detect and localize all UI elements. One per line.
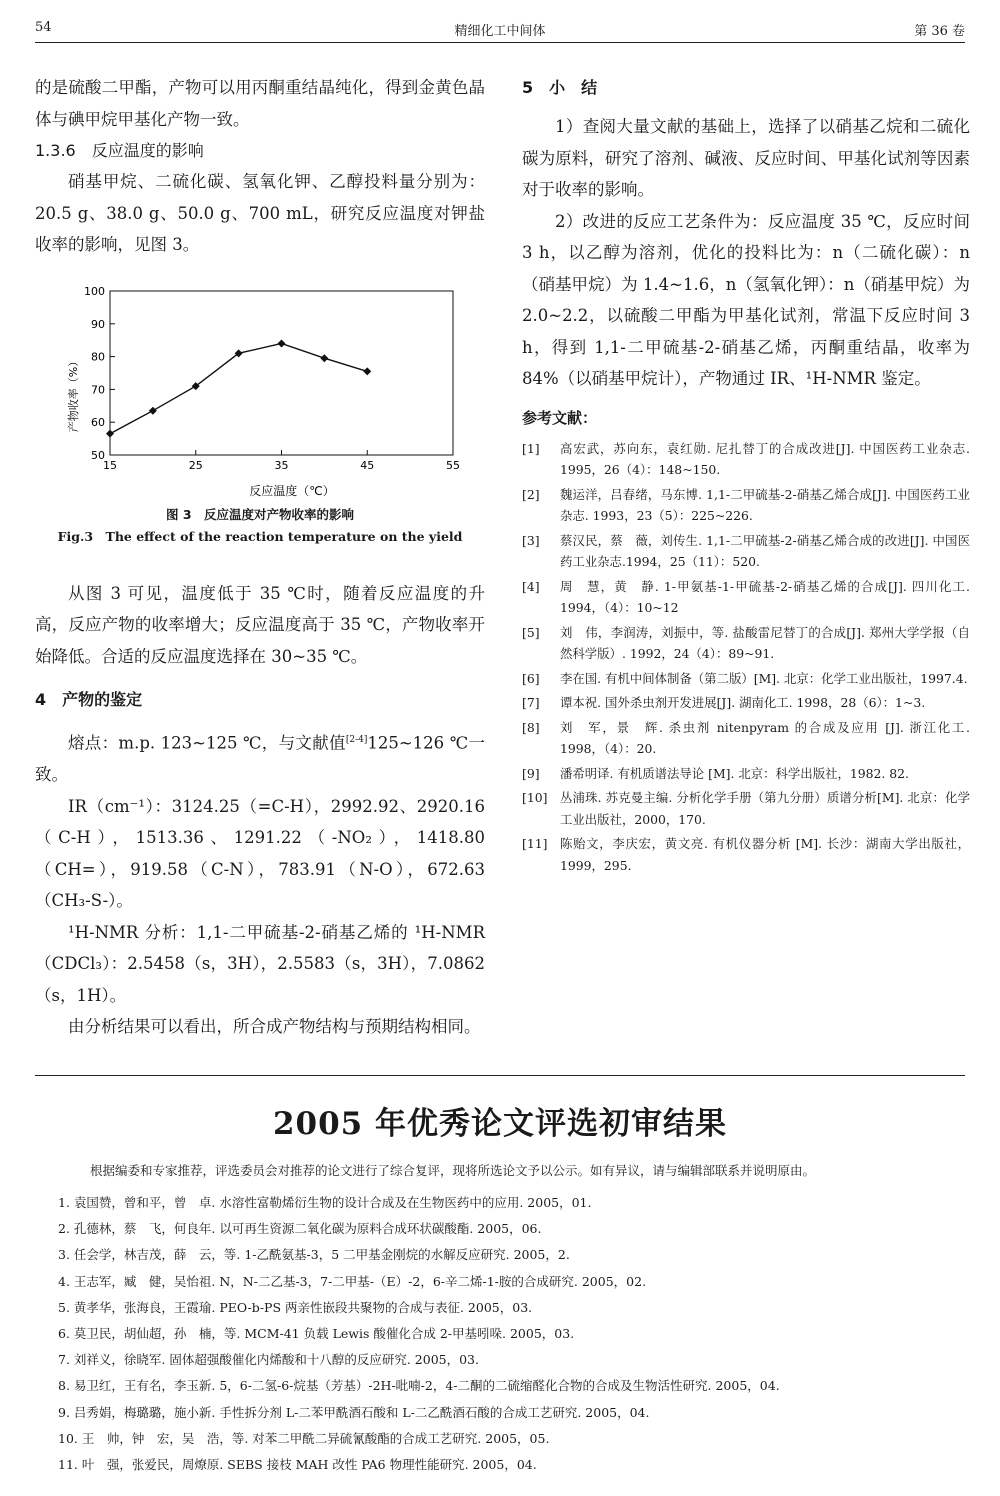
x-tick-label: 25 — [188, 458, 203, 472]
mp-text: 熔点：m.p. 123~125 ℃，与文献值 — [68, 733, 346, 753]
data-point — [320, 354, 328, 362]
award-list — [58, 1190, 968, 1478]
summary-point-1: 1）查阅大量文献的基础上，选择了以硝基乙烷和二硫化碳为原料，研究了溶剂、碱液、反应时间、甲基化试剂等因素对于收率的影响。 — [522, 117, 970, 199]
citation-2-4: [2-4] — [345, 735, 368, 745]
award-item: 2. 孔德林，蔡 飞，何良年. 以可再生资源二氧化碳为原料合成环状碳酸酯. 2005，06. — [58, 1221, 542, 1237]
reference-list — [522, 438, 970, 877]
reference-item: [2] 魏运洋，吕春绪，马东博. 1,1-二甲硫基-2-硝基乙烯合成[J]. 中国医药工业杂志. 1993，23（5）：225~226. — [522, 486, 970, 523]
x-tick-label: 45 — [360, 458, 375, 472]
x-axis-label: 反应温度（℃） — [249, 483, 335, 498]
reference-item: [11] 陈贻文，李庆宏，黄文亮. 有机仪器分析 [M]. 长沙：湖南大学出版社，1999，295. — [522, 836, 970, 873]
data-point — [278, 339, 286, 347]
volume-label: 第 36 卷 — [914, 24, 965, 39]
reference-item: [6] 李在国. 有机中间体制备（第二版）[M]. 北京：化学工业出版社，1997.4. — [522, 670, 968, 686]
award-item: 3. 任会学，林吉茂，薛 云，等. 1-乙酰氨基-3，5 二甲基金刚烷的水解反应研究. 2005，2. — [58, 1247, 570, 1263]
award-item: 10. 王 帅，钟 宏，吴 浩，等. 对苯二甲酰二异硫氰酸酯的合成工艺研究. 2005，05. — [58, 1430, 550, 1446]
summary-point-2: 2）改进的反应工艺条件为：反应温度 35 ℃，反应时间 3 h，以乙醇为溶剂，优化的投料比为：n（二硫化碳）：n（硝基甲烷）为 1.4~1.6，n（氢氧化钾）：n（硝基甲烷）为 2.0~2.2，以硫酸二甲酯为甲基化试剂，常温下反应时间 3 h，得到 1,1-二甲硫基-2-硝基乙烯，丙酮重结晶，收率为 84%（以硝基甲烷计），产物通过 IR、¹H-NMR 鉴定。 — [522, 211, 970, 388]
award-item: 6. 莫卫民，胡仙超，孙 楠，等. MCM-41 负载 Lewis 酸催化合成 2-甲基吲哚. 2005，03. — [58, 1325, 575, 1341]
data-point — [149, 406, 157, 414]
award-item: 7. 刘祥义，徐晓军. 固体超强酸催化内烯酸和十八醇的反应研究. 2005，03. — [58, 1352, 479, 1368]
data-points — [106, 339, 371, 437]
paragraph-melting-point — [35, 725, 485, 791]
announcement-intro: 根据编委和专家推荐，评选委员会对推荐的论文进行了综合复评，现将所选论文予以公示。如有异议，请与编辑部联系并说明原由。 — [90, 1163, 816, 1178]
paragraph-conclusion: 由分析结果可以看出，所合成产物结构与预期结构相同。 — [68, 1017, 481, 1036]
figure-caption-zh: 图 3 反应温度对产物收率的影响 — [165, 506, 355, 522]
mp-text-2: 125~126 ℃一致。 — [35, 733, 485, 784]
award-item: 8. 易卫红，王有名，李玉新. 5，6-二氢-6-烷基（芳基）-2H-吡喃-2，4-二酮的二硫缩醛化合物的合成及生物活性研究. 2005，04. — [58, 1378, 780, 1394]
figure-3-chart — [35, 279, 485, 504]
subsection-heading-1-3-6: 1.3.6 反应温度的影响 — [35, 141, 204, 160]
x-tick-label: 15 — [103, 458, 117, 472]
data-point — [363, 367, 371, 375]
award-item: 4. 王志军，臧 健，吴怡祖. N，N-二乙基-3，7-二甲基-（E）-2，6-辛二烯-1-胺的合成研究. 2005，02. — [58, 1273, 647, 1289]
chart-axes — [110, 291, 453, 455]
yield-temperature-chart — [35, 279, 485, 504]
reference-item: [10] 丛浦珠. 苏克曼主编. 分析化学手册（第九分册）质谱分析[M]. 北京：化学工业出版社，2000，170. — [522, 790, 970, 827]
paragraph-feed-amounts: 硝基甲烷、二硫化碳、氢氧化钾、乙醇投料量分别为：20.5 g、38.0 g、50.0 g、700 mL，研究反应温度对钾盐收率的影响，见图 3。 — [35, 172, 485, 254]
journal-title: 精细化工中间体 — [454, 24, 546, 39]
references-heading: 参考文献： — [522, 408, 598, 427]
running-header — [35, 20, 965, 43]
reference-item: [8] 刘 军，景 辉. 杀虫剂 nitenpyram 的合成及应用 [J]. 浙江化工. 1998，（4）：20. — [522, 719, 970, 756]
paragraph-nmr: ¹H-NMR 分析：1,1-二甲硫基-2-硝基乙烯的 ¹H-NMR（CDCl₃）：2.5458（s，3H），2.5583（s，3H），7.0862（s，1H）。 — [35, 922, 485, 1005]
y-tick-label: 100 — [84, 284, 105, 298]
section-heading-5: 5 小 结 — [522, 78, 598, 97]
section-heading-4: 4 产物的鉴定 — [35, 690, 143, 709]
page-number: 54 — [35, 20, 52, 35]
reference-item: [9] 潘希明译. 有机质谱法导论 [M]. 北京：科学出版社，1982. 82. — [522, 765, 909, 781]
y-tick-label: 70 — [91, 382, 105, 396]
y-tick-label: 50 — [91, 448, 105, 462]
data-point — [106, 429, 114, 437]
reference-item: [5] 刘 伟，李润涛，刘振中，等. 盐酸雷尼替丁的合成[J]. 郑州大学学报（自然科学版）. 1992，24（4）：89~91. — [522, 624, 970, 661]
award-item: 5. 黄孝华，张海良，王霞瑜. PEO-b-PS 两亲性嵌段共聚物的合成与表征. 2005，03. — [58, 1299, 533, 1315]
reference-item: [3] 蔡汉民，蔡 薇，刘传生. 1,1-二甲硫基-2-硝基乙烯合成的改进[J]. 中国医药工业杂志.1994，25（11）：520. — [522, 532, 970, 569]
award-item: 11. 叶 强，张爱民，周燎原. SEBS 接枝 MAH 改性 PA6 物理性能研究. 2005，04. — [58, 1456, 537, 1472]
award-item: 9. 吕秀娟，梅璐璐，施小新. 手性拆分剂 L-二苯甲酰酒石酸和 L-二乙酰酒石酸的合成工艺研究. 2005，04. — [58, 1404, 650, 1420]
x-tick-label: 35 — [274, 458, 289, 472]
figure-caption-en: Fig.3 The effect of the reaction temperature on the yield — [57, 528, 463, 544]
reference-item: [1] 高宏武，苏向东，袁红勋. 尼扎替丁的合成改进[J]. 中国医药工业杂志. 1995，26（4）：148~150. — [522, 440, 970, 477]
y-axis-label: 产物收率（%） — [67, 355, 80, 432]
x-tick-label: 55 — [446, 458, 460, 472]
plot-frame — [110, 291, 453, 455]
paragraph-ir: IR（cm⁻¹）：3124.25（=C-H），2992.92、2920.16（C-H），1513.36、1291.22（-NO₂），1418.80（CH=），919.58（C-N），783.91（N-O），672.63（CH₃-S-）。 — [35, 796, 485, 910]
paragraph-temperature-analysis: 从图 3 可见，温度低于 35 ℃时，随着反应温度的升高，反应产物的收率增大；反应温度高于 35 ℃，产物收率开始降低。合适的反应温度选择在 30~35 ℃。 — [35, 583, 485, 666]
y-tick-label: 80 — [91, 350, 105, 364]
announcement-title: 2005 年优秀论文评选初审结果 — [272, 1106, 728, 1142]
award-item: 1. 袁国赞，曾和平，曾 卓. 水溶性富勒烯衍生物的设计合成及在生物医药中的应用. 2005，01. — [58, 1195, 592, 1210]
paragraph-continuation: 的是硫酸二甲酯，产物可以用丙酮重结晶纯化，得到金黄色晶体与碘甲烷甲基化产物一致。 — [35, 78, 485, 129]
reference-item: [4] 周 慧，黄 静. 1-甲氨基-1-甲硫基-2-硝基乙烯的合成[J]. 四川化工. 1994，（4）：10~12 — [522, 578, 970, 615]
y-tick-label: 60 — [91, 415, 105, 429]
y-tick-label: 90 — [91, 317, 105, 331]
section-divider — [35, 1075, 965, 1076]
right-column — [522, 72, 970, 879]
reference-item: [7] 谭本祝. 国外杀虫剂开发进展[J]. 湖南化工. 1998，28（6）：1~3. — [522, 695, 926, 710]
chart-ticks — [84, 285, 460, 472]
left-column — [35, 72, 485, 1043]
